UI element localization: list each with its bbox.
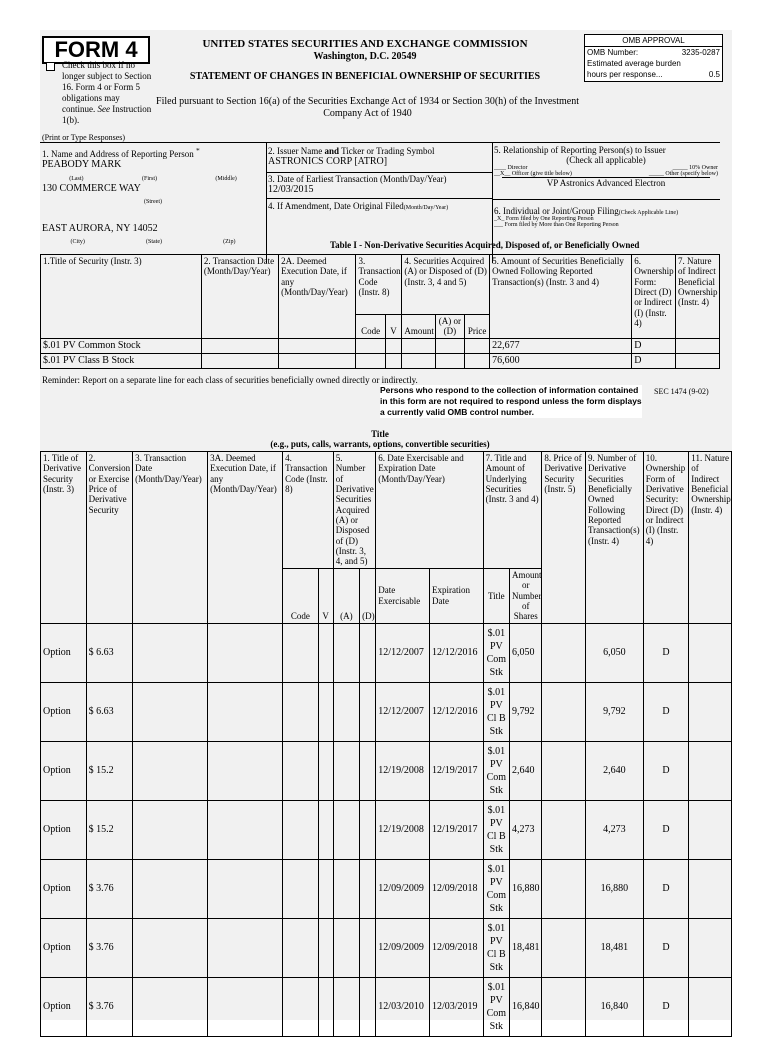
- derivative-owned: 16,880: [585, 859, 643, 918]
- underlying-amount: 16,880: [510, 859, 542, 918]
- underlying-title: $.01 PV Cl B Stk: [483, 682, 509, 741]
- exercise-price: $ 15.2: [86, 800, 133, 859]
- expiration-date: 12/12/2016: [429, 682, 483, 741]
- table-row: [41, 353, 720, 368]
- derivative-owned: 16,840: [585, 977, 643, 1036]
- expiration-date: 12/09/2018: [429, 918, 483, 977]
- officer-title: VP Astronics Advanced Electron: [502, 177, 710, 188]
- date-exercisable: 12/12/2007: [376, 682, 430, 741]
- derivative-security: Option: [41, 800, 87, 859]
- issuer-name: ASTRONICS CORP [ATRO]: [268, 156, 388, 167]
- exercise-price: $ 6.63: [86, 623, 133, 682]
- t1-h7: 7. Nature of Indirect Beneficial Ownership (Instr. 4): [676, 255, 720, 339]
- city-label: (City): [70, 239, 85, 245]
- underlying-amount: 9,792: [510, 682, 542, 741]
- last-label: (Last): [69, 176, 84, 182]
- omb-notice: Persons who respond to the collection of information contained in this form are not required to respond unless the form displays a currently valid OMB control number.: [380, 385, 642, 417]
- underlying-title: $.01 PV Com Stk: [483, 741, 509, 800]
- t1-h5: 5. Amount of Securities Beneficially Owned Following Reported Transaction(s) (Instr. 3 and 4): [490, 255, 632, 339]
- t2-amount-shares: Amount or Number of Shares: [510, 568, 542, 623]
- street-address: 130 COMMERCE WAY: [42, 183, 141, 194]
- print-type-note: (Print or Type Responses): [42, 133, 126, 142]
- derivative-owned: 2,640: [585, 741, 643, 800]
- table2-subtitle: (e.g., puts, calls, warrants, options, convertible securities): [270, 439, 490, 449]
- t2-h5: 5. Number of Derivative Securities Acquired (A) or Disposed of (D) (Instr. 3, 4, and 5): [333, 452, 376, 569]
- ownership-form: D: [643, 682, 689, 741]
- expiration-date: 12/12/2016: [429, 623, 483, 682]
- t1-h3: 3. Transaction Code (Instr. 8): [356, 255, 402, 315]
- ownership-form: D: [643, 977, 689, 1036]
- omb-title: OMB APPROVAL: [585, 35, 722, 47]
- security-title: $.01 PV Class B Stock: [41, 353, 202, 368]
- underlying-title: $.01 PV Cl B Stk: [483, 800, 509, 859]
- omb-hours: 0.5: [708, 70, 720, 79]
- first-label: (First): [141, 176, 157, 182]
- omb-approval-box: [584, 34, 723, 82]
- city-address: EAST AURORA, NY 14052: [42, 223, 158, 234]
- table1-title: Table I - Non-Derivative Securities Acquired, Disposed of, or Beneficially Owned: [330, 240, 640, 250]
- t2-v: V: [318, 568, 333, 623]
- security-title: $.01 PV Common Stock: [41, 338, 202, 353]
- underlying-title: $.01 PV Com Stk: [483, 623, 509, 682]
- t2-h6: 6. Date Exercisable and Expiration Date (Month/Day/Year): [376, 452, 483, 569]
- officer-option[interactable]: __X__ Officer (give title below): [494, 171, 572, 177]
- t2-h10: 10. Ownership Form of Derivative Security: Direct (D) or Indirect (I) (Instr. 4): [643, 452, 689, 624]
- other-option[interactable]: _____ Other (specify below): [648, 171, 718, 177]
- t1-aord: (A) or (D): [435, 315, 464, 339]
- t1-h2a: 2A. Deemed Execution Date, if any (Month/Day/Year): [279, 255, 356, 339]
- expiration-date: 12/03/2019: [429, 977, 483, 1036]
- derivative-security: Option: [41, 682, 87, 741]
- t1-h6: 6. Ownership Form: Direct (D) or Indirect (I) (Instr. 4): [632, 255, 676, 339]
- table-row: [41, 338, 720, 353]
- t2-a: (A): [333, 568, 359, 623]
- agency-name: UNITED STATES SECURITIES AND EXCHANGE COMMISSION: [202, 38, 528, 50]
- omb-burden-hours-label: hours per response...: [587, 70, 663, 79]
- underlying-amount: 2,640: [510, 741, 542, 800]
- derivative-security: Option: [41, 859, 87, 918]
- t1-price: Price: [465, 315, 490, 339]
- t2-h3a: 3A. Deemed Execution Date, if any (Month/Day/Year): [208, 452, 283, 624]
- derivative-security: Option: [41, 741, 87, 800]
- t2-h4: 4. Transaction Code (Instr. 8): [283, 452, 334, 569]
- amount-owned: 22,677: [490, 338, 632, 353]
- expiration-date: 12/19/2017: [429, 800, 483, 859]
- date-exercisable: 12/09/2009: [376, 918, 430, 977]
- t2-h9: 9. Number of Derivative Securities Beneficially Owned Following Reported Transaction(s) (Instr. 4): [585, 452, 643, 624]
- derivative-owned: 18,481: [585, 918, 643, 977]
- zip-label: (Zip): [223, 239, 236, 245]
- box5-sub: (Check all applicable): [566, 155, 646, 165]
- omb-number-label: OMB Number:: [587, 48, 639, 57]
- ownership-form: D: [643, 918, 689, 977]
- state-label: (State): [146, 239, 162, 245]
- expiration-date: 12/19/2017: [429, 741, 483, 800]
- box2-label: 2. Issuer Name and Ticker or Trading Symbol: [268, 146, 435, 156]
- t2-expiration-date: Expiration Date: [429, 568, 483, 623]
- exercise-price: $ 3.76: [86, 859, 133, 918]
- street-label: (Street): [144, 199, 162, 205]
- derivative-owned: 9,792: [585, 682, 643, 741]
- box4-label: 4. If Amendment, Date Original Filed(Month/Day/Year): [268, 201, 449, 211]
- middle-label: (Middle): [215, 176, 237, 182]
- statement-title: STATEMENT OF CHANGES IN BENEFICIAL OWNERSHIP OF SECURITIES: [189, 71, 541, 82]
- box1-label: 1. Name and Address of Reporting Person *: [42, 146, 200, 159]
- sec-form-code: SEC 1474 (9-02): [654, 387, 709, 396]
- table-row: [41, 741, 732, 800]
- t1-h2: 2. Transaction Date (Month/Day/Year): [201, 255, 278, 339]
- box5-label: 5. Relationship of Reporting Person(s) to Issuer: [494, 145, 666, 155]
- derivative-security: Option: [41, 623, 87, 682]
- underlying-amount: 16,840: [510, 977, 542, 1036]
- ownership-form: D: [643, 741, 689, 800]
- underlying-title: $.01 PV Cl B Stk: [483, 918, 509, 977]
- exercise-price: $ 15.2: [86, 741, 133, 800]
- form-title: FORM 4: [42, 36, 150, 64]
- derivative-security: Option: [41, 977, 87, 1036]
- check-box-text: Check this box if no longer subject to Section 16. Form 4 or Form 5 obligations may continue. See Instruction 1(b).: [62, 60, 152, 125]
- omb-burden: Estimated average burden: [587, 59, 681, 68]
- table1: [40, 254, 720, 369]
- t2-h11: 11. Nature of Indirect Beneficial Ownership (Instr. 4): [689, 452, 732, 624]
- no-longer-subject-checkbox[interactable]: [46, 62, 55, 71]
- director-option[interactable]: ____ Director: [494, 165, 528, 171]
- ownership-form: D: [643, 623, 689, 682]
- date-exercisable: 12/09/2009: [376, 859, 430, 918]
- t1-h4: 4. Securities Acquired (A) or Disposed of (D) (Instr. 3, 4 and 5): [402, 255, 490, 315]
- t1-amount: Amount: [402, 315, 435, 339]
- underlying-title: $.01 PV Com Stk: [483, 977, 509, 1036]
- table-row: [41, 918, 732, 977]
- omb-number: 3235-0287: [681, 48, 720, 57]
- underlying-amount: 6,050: [510, 623, 542, 682]
- t2-h2: 2. Conversion or Exercise Price of Derivative Security: [86, 452, 133, 624]
- underlying-amount: 4,273: [510, 800, 542, 859]
- table-row: [41, 682, 732, 741]
- ownership-form: D: [643, 800, 689, 859]
- t1-h1: 1.Title of Security (Instr. 3): [41, 255, 202, 339]
- ownership-form: D: [632, 338, 676, 353]
- derivative-owned: 6,050: [585, 623, 643, 682]
- box3-label: 3. Date of Earliest Transaction (Month/Day/Year): [268, 174, 447, 184]
- reporting-person-name: PEABODY MARK: [42, 159, 122, 170]
- t2-code: Code: [283, 568, 318, 623]
- table-row: [41, 859, 732, 918]
- t2-h1: 1. Title of Derivative Security (Instr. 3): [41, 452, 87, 624]
- t2-d: (D): [360, 568, 376, 623]
- t2-h8: 8. Price of Derivative Security (Instr. 5): [542, 452, 586, 624]
- ownership-form: D: [643, 859, 689, 918]
- date-exercisable: 12/03/2010: [376, 977, 430, 1036]
- t2-title: Title: [483, 568, 509, 623]
- agency-city: Washington, D.C. 20549: [313, 51, 417, 62]
- date-exercisable: 12/12/2007: [376, 623, 430, 682]
- ten-percent-owner-option[interactable]: _____ 10% Owner: [672, 165, 718, 171]
- table-row: [41, 977, 732, 1036]
- date-exercisable: 12/19/2008: [376, 741, 430, 800]
- t1-v: V: [385, 315, 402, 339]
- derivative-owned: 4,273: [585, 800, 643, 859]
- underlying-title: $.01 PV Com Stk: [483, 859, 509, 918]
- t2-h3: 3. Transaction Date (Month/Day/Year): [133, 452, 208, 624]
- date-exercisable: 12/19/2008: [376, 800, 430, 859]
- reminder-text: Reminder: Report on a separate line for each class of securities beneficially owned directly or indirectly.: [42, 375, 418, 385]
- table2: [40, 451, 732, 1037]
- box6-label: 6. Individual or Joint/Group Filing(Check Applicable Line): [494, 206, 679, 216]
- t1-code: Code: [356, 315, 385, 339]
- t2-date-exercisable: Date Exercisable: [376, 568, 430, 623]
- exercise-price: $ 3.76: [86, 977, 133, 1036]
- more-person-option[interactable]: ___ Form filed by More than One Reporting Person: [494, 222, 619, 228]
- earliest-transaction-date: 12/03/2015: [268, 184, 314, 195]
- exercise-price: $ 3.76: [86, 918, 133, 977]
- derivative-security: Option: [41, 918, 87, 977]
- filed-pursuant: Filed pursuant to Section 16(a) of the Securities Exchange Act of 1934 or Section 30(h) of the Investment Company Act of 1940: [156, 96, 579, 119]
- table-row: [41, 800, 732, 859]
- expiration-date: 12/09/2018: [429, 859, 483, 918]
- t2-h7: 7. Title and Amount of Underlying Securities (Instr. 3 and 4): [483, 452, 542, 569]
- ownership-form: D: [632, 353, 676, 368]
- table-row: [41, 623, 732, 682]
- exercise-price: $ 6.63: [86, 682, 133, 741]
- table2-title: Title: [371, 429, 389, 439]
- underlying-amount: 18,481: [510, 918, 542, 977]
- amount-owned: 76,600: [490, 353, 632, 368]
- one-person-option[interactable]: _X_ Form filed by One Reporting Person: [494, 216, 594, 222]
